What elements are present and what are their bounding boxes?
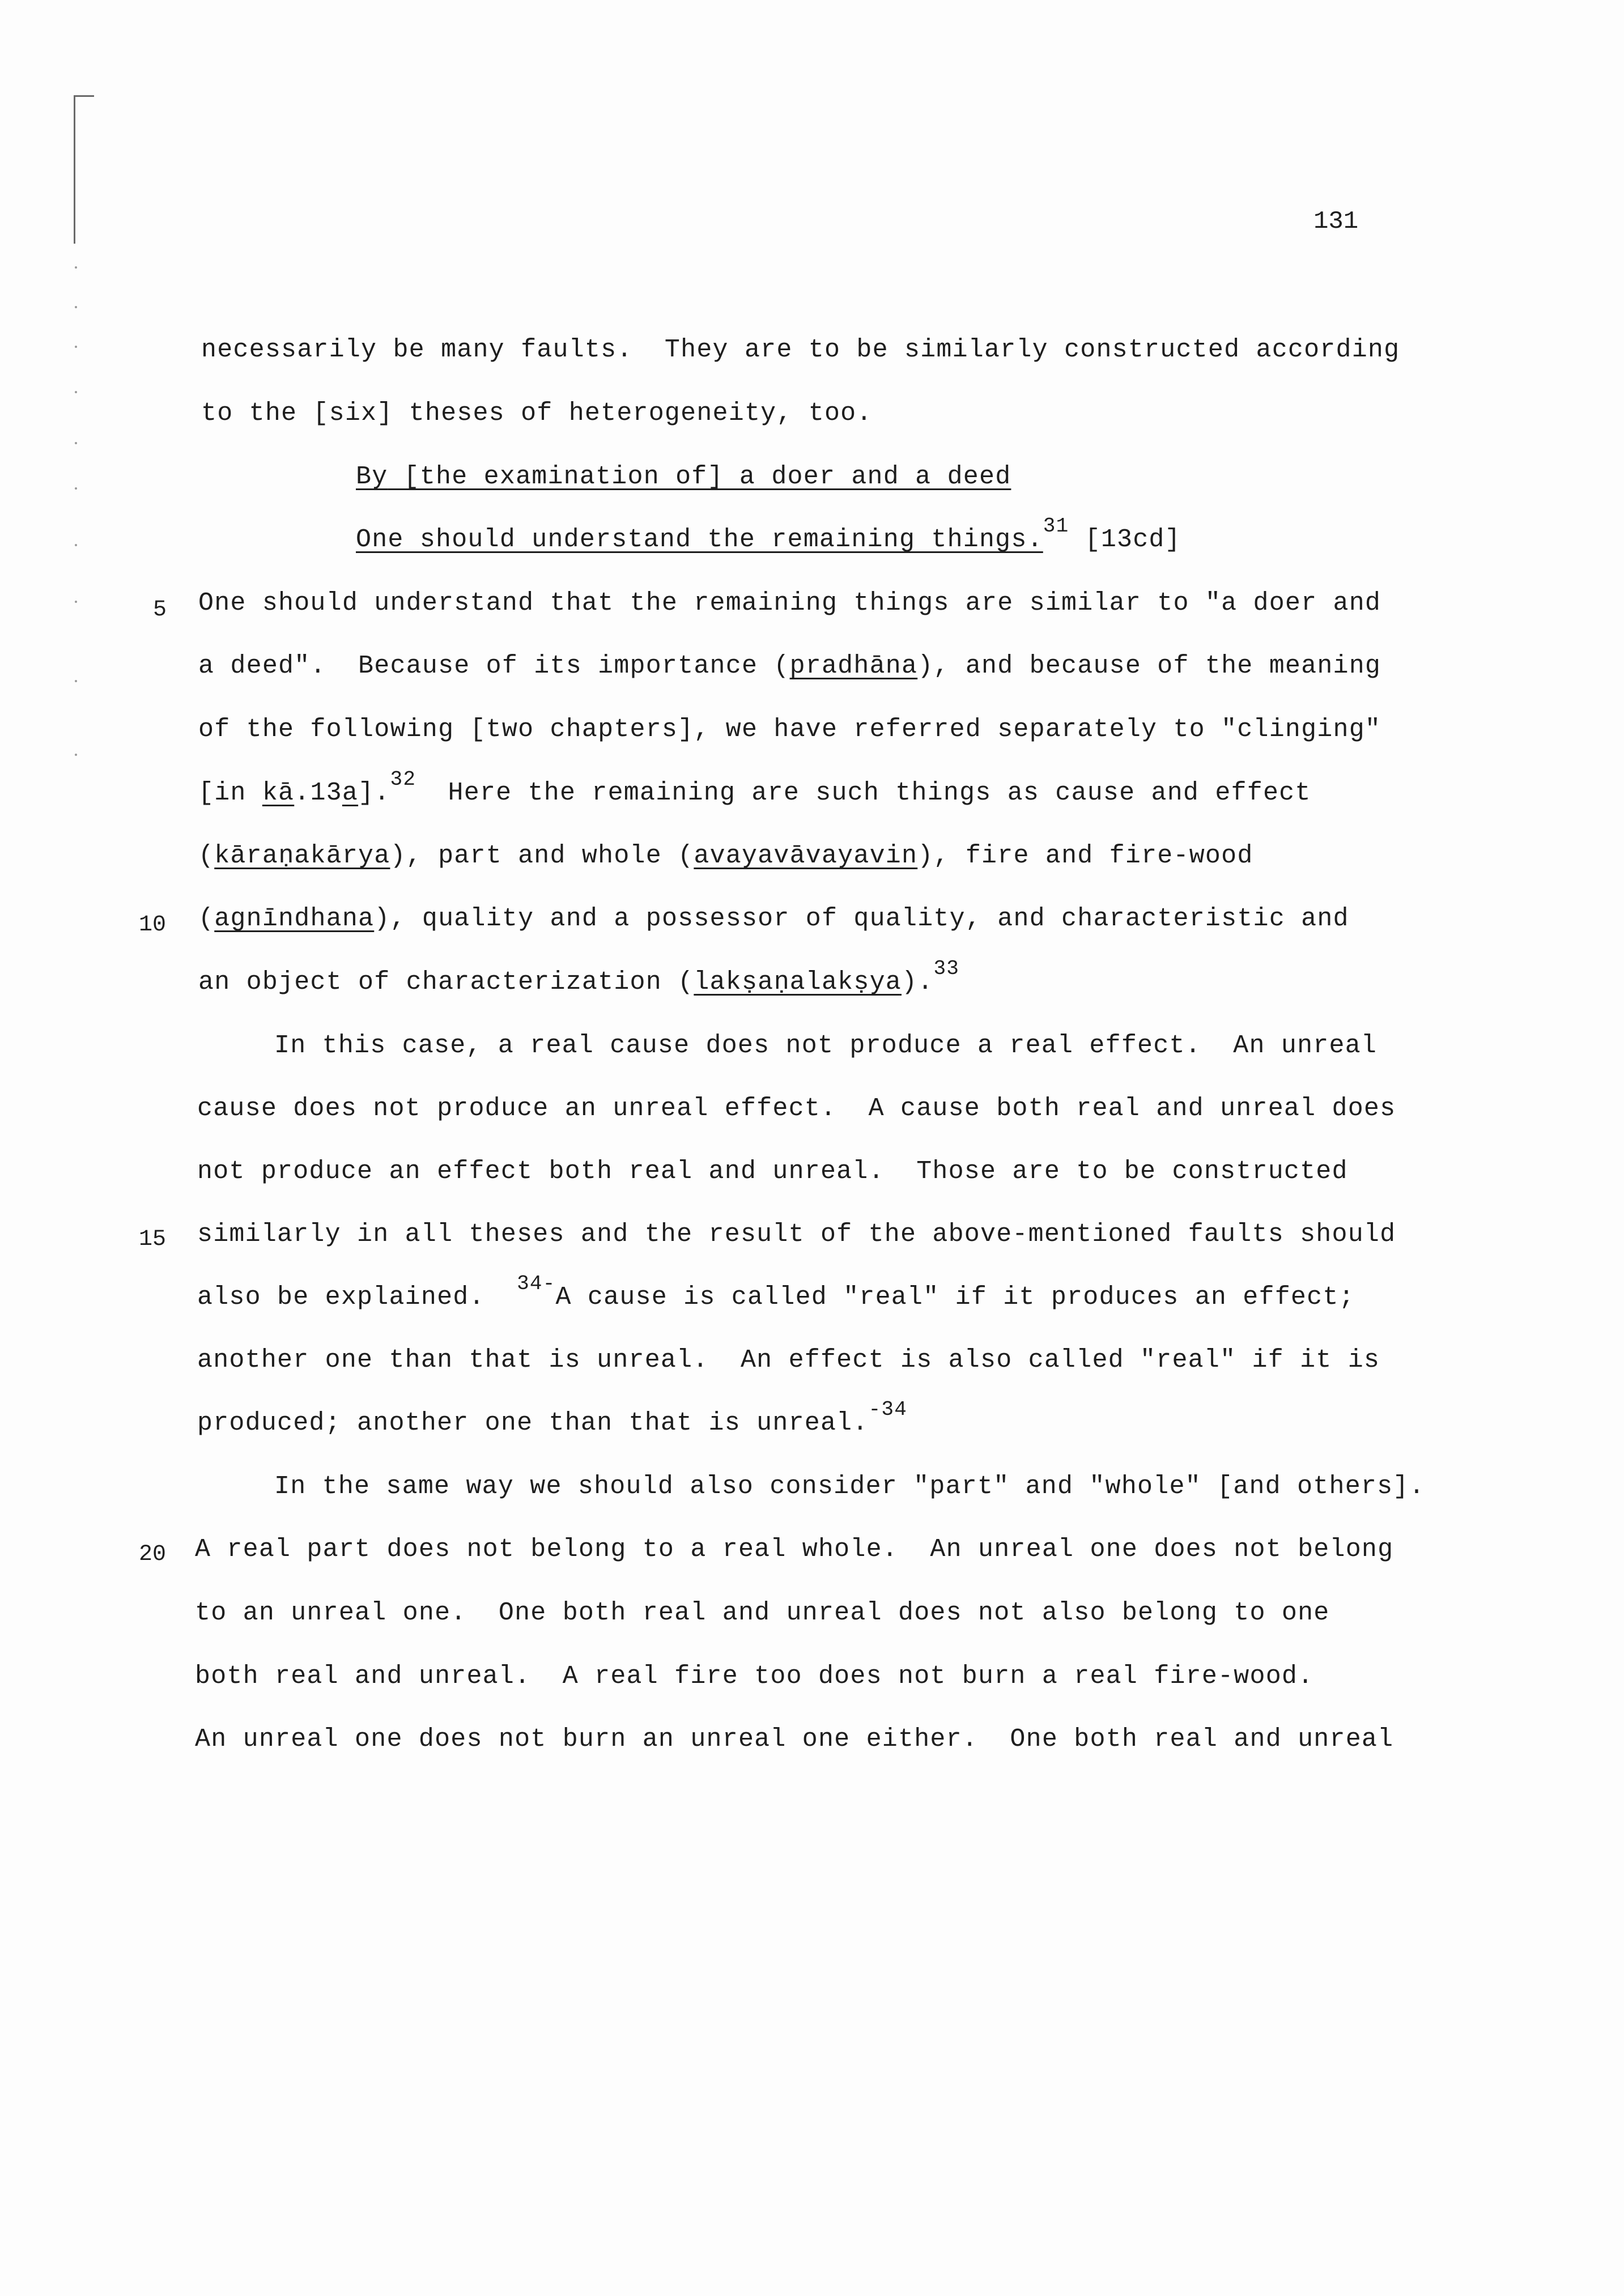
scan-dot	[75, 442, 77, 444]
footnote-ref: 34-	[517, 1272, 556, 1295]
text-line: In this case, a real cause does not produce a real effect. An unreal	[274, 1031, 1378, 1060]
text-line: to an unreal one. One both real and unreal does not also belong to one	[195, 1598, 1330, 1627]
verse-line: By [the examination of] a doer and a deed	[356, 462, 1011, 491]
footnote-ref: 32	[390, 768, 416, 791]
page-number: 131	[1313, 207, 1359, 236]
text-line: An unreal one does not burn an unreal one either. One both real and unreal	[195, 1725, 1394, 1754]
text-line: (kāraṇakārya), part and whole (avayavāvayavin), fire and fire-wood	[198, 841, 1253, 870]
text-line: similarly in all theses and the result of the above-mentioned faults should	[197, 1220, 1396, 1249]
scan-dot	[75, 306, 77, 308]
verse-reference: [13cd]	[1069, 525, 1181, 554]
verse-line: One should understand the remaining things.$^{31}$ [13cd]	[356, 515, 1181, 554]
scan-dot	[75, 346, 77, 348]
text-line: (agnīndhana), quality and a possessor of quality, and characteristic and	[198, 904, 1349, 933]
text-line: cause does not produce an unreal effect. A cause both real and unreal does	[197, 1094, 1396, 1123]
text-line: not produce an effect both real and unreal. Those are to be constructed	[197, 1157, 1348, 1186]
text-line: produced; another one than that is unreal.$^{-34}$	[197, 1398, 908, 1438]
scan-dot	[75, 391, 77, 393]
line-number: 20	[139, 1542, 167, 1567]
text-line: A real part does not belong to a real whole. An unreal one does not belong	[195, 1535, 1394, 1564]
line-number: 10	[139, 912, 167, 938]
text-line: One should understand that the remaining things are similar to "a doer and	[198, 589, 1381, 618]
footnote-ref: -34	[868, 1398, 908, 1421]
line-number: 5	[153, 597, 167, 623]
scan-dot	[75, 601, 77, 603]
line-number: 15	[139, 1227, 167, 1252]
scan-dot	[75, 754, 77, 756]
footnote-ref: 33	[933, 957, 960, 980]
text-line: also be explained. $^{34-}$A cause is called "real" if it produces an effect;	[197, 1272, 1355, 1312]
footnote-ref: 31	[1043, 515, 1069, 538]
scan-dot	[75, 266, 77, 269]
text-line: an object of characterization (lakṣaṇalakṣya).$^{33}$	[198, 957, 960, 997]
text-line: necessarily be many faults. They are to be similarly constructed according	[201, 335, 1400, 364]
text-line: [in kā.13a].$^{32}$ Here the remaining are such things as cause and effect	[198, 768, 1311, 807]
scan-dot	[75, 487, 77, 490]
scan-bracket-mark-top	[74, 95, 94, 97]
scan-dot	[75, 680, 77, 682]
scan-bracket-mark	[74, 95, 75, 244]
text-line: another one than that is unreal. An effect is also called "real" if it is	[197, 1346, 1380, 1375]
text-line: both real and unreal. A real fire too does not burn a real fire-wood.	[195, 1662, 1314, 1691]
text-line: a deed". Because of its importance (pradhāna), and because of the meaning	[198, 652, 1381, 681]
text-line: of the following [two chapters], we have referred separately to "clinging"	[198, 715, 1381, 744]
text-line: In the same way we should also consider "part" and "whole" [and others].	[274, 1472, 1425, 1501]
scan-dot	[75, 544, 77, 546]
text-line: to the [six] theses of heterogeneity, too.	[201, 399, 873, 428]
